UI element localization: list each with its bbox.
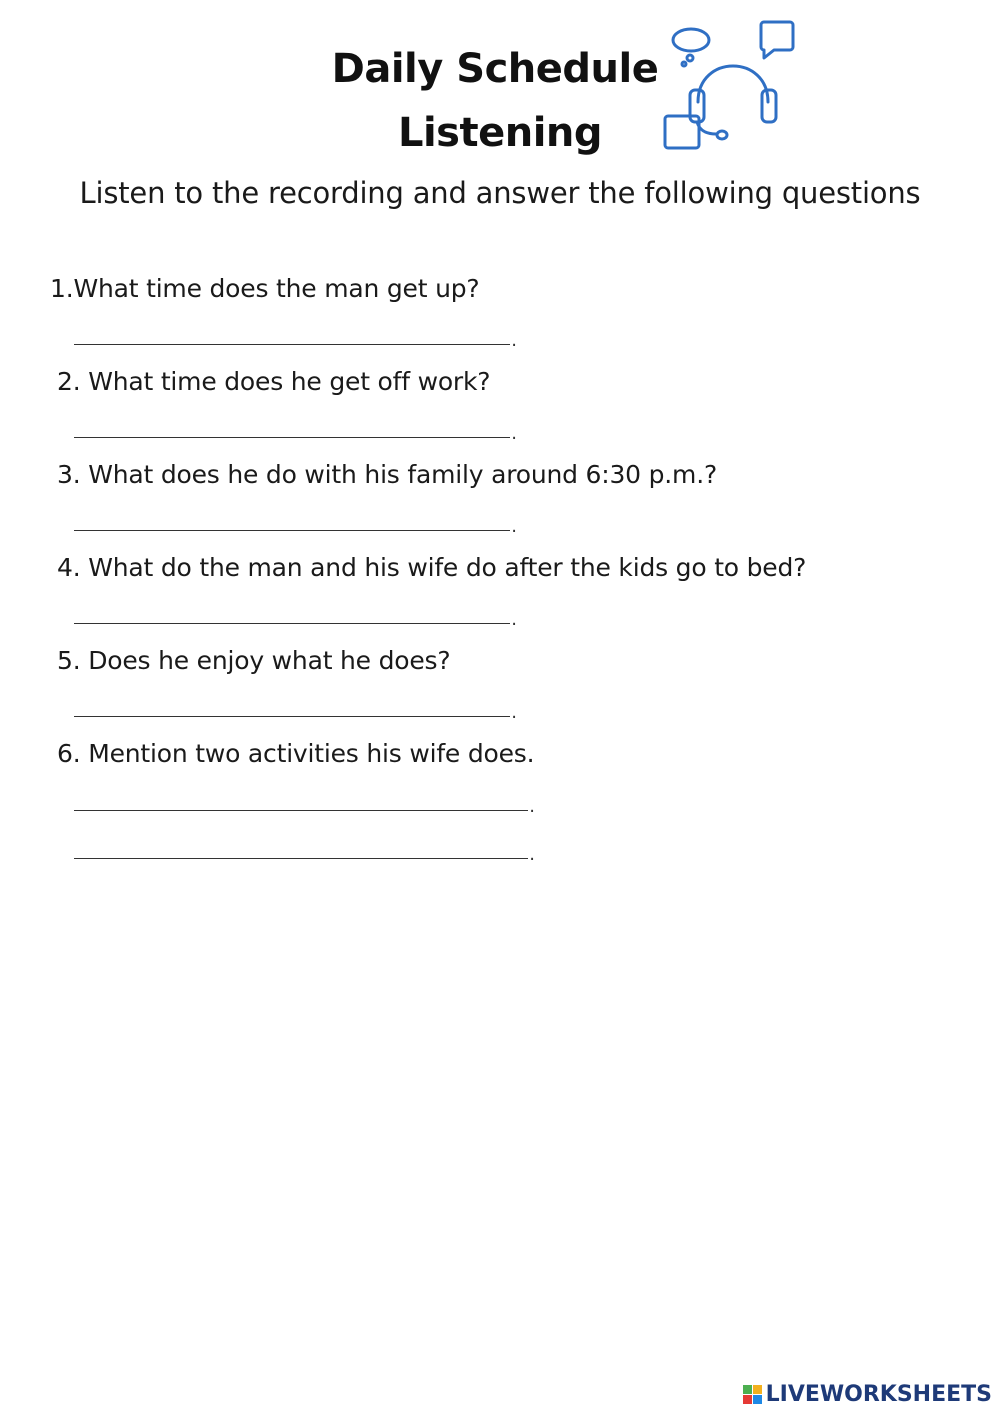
answer-line-6b[interactable]	[74, 858, 528, 859]
question-5: 5. Does he enjoy what he does?	[57, 646, 451, 675]
answer-line-4[interactable]	[74, 623, 510, 624]
headset-chat-icon	[660, 14, 800, 164]
question-3: 3. What does he do with his family around 6:30 p.m.?	[57, 460, 718, 489]
answer-line-5[interactable]	[74, 716, 510, 717]
question-4: 4. What do the man and his wife do after the kids go to bed?	[57, 553, 807, 582]
question-2: 2. What time does he get off work?	[57, 367, 491, 396]
question-1: 1.What time does the man get up?	[50, 274, 480, 303]
liveworksheets-logo	[743, 1379, 992, 1409]
answer-line-6a[interactable]	[74, 810, 528, 811]
question-6: 6. Mention two activities his wife does.	[57, 739, 535, 768]
page-title: Daily Schedule	[331, 46, 659, 92]
page-subtitle: Listening	[397, 110, 603, 156]
answer-line-2[interactable]	[74, 437, 510, 438]
instructions-text: Listen to the recording and answer the following questions	[79, 176, 921, 210]
brand-name: LIVEWORKSHEETS	[765, 1381, 992, 1407]
answer-line-3[interactable]	[74, 530, 510, 531]
logo-tiles-icon	[743, 1385, 762, 1404]
answer-line-1[interactable]	[74, 344, 510, 345]
